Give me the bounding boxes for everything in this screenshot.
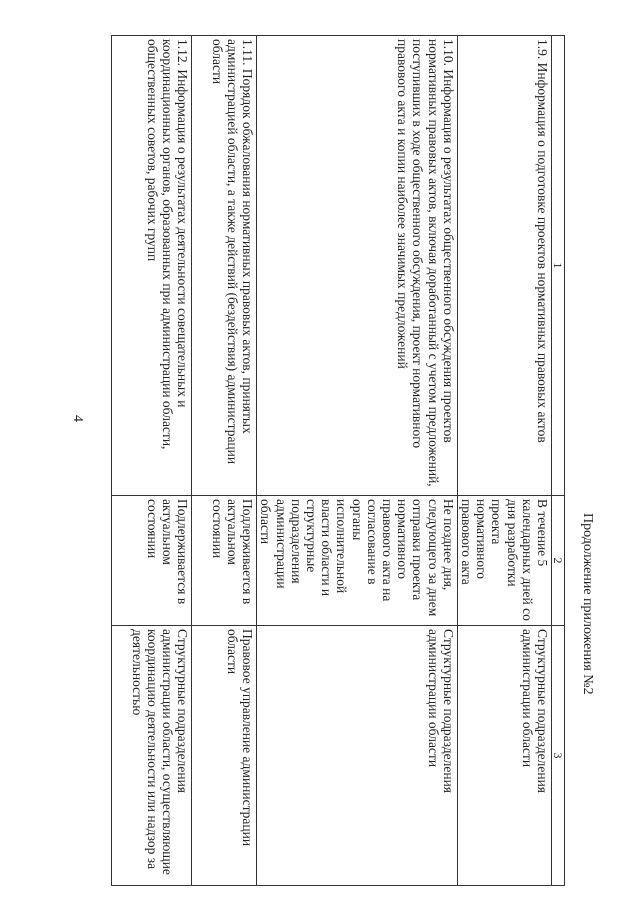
term-cell: Не позднее дня, следующего за днем отправки проекта нормативного правового акта на согласование в органы исполнительной власти области и структурные подразделения администрации области (257, 496, 458, 626)
responsible-cell: Правовое управление администрации области (192, 626, 257, 886)
table-row (192, 36, 257, 886)
rotated-document-page (65, 35, 595, 885)
responsible-cell: Структурные подразделения администрации области (457, 626, 551, 886)
term-cell: Подлерживается в актуальном состоянии (112, 496, 192, 626)
page-number: 4 (70, 415, 85, 422)
responsible-cell: Структурные подразделения администрации области (257, 626, 458, 886)
info-cell: 1.11. Порядок обжалования нормативных правовых актов, принятых администрацией области, а также действий (бездействия) администрации области (192, 36, 257, 496)
column-number: 1 (552, 36, 565, 496)
info-table (111, 35, 565, 886)
column-number: 3 (552, 626, 565, 886)
appendix-continuation-title: Продолжение приложения №2 (580, 513, 595, 695)
table-row (112, 36, 192, 886)
table-row (457, 36, 551, 886)
info-cell: 1.12. Информация о результатах деятельности совещательных и координационных органов, образованных при администрации области, общественных советов, рабочих групп (112, 36, 192, 496)
info-cell: 1.9. Информация о подготовке проектов нормативных правовых актов (457, 36, 551, 496)
table-row (257, 36, 458, 886)
column-number-row (552, 36, 565, 886)
term-cell: В течение 5 календарных дней со дня разработки проекта нормативного правового акта (457, 496, 551, 626)
responsible-cell: Структурные подразделения администрации области, осуществляющие координацию деятельности или надзор за деятельностью (112, 626, 192, 886)
term-cell: Подлерживается в актуальном состоянии (192, 496, 257, 626)
info-cell: 1.10. Информация о результатах общественного обсуждения проектов нормативных правовых актов, включая доработанный с учетом предложений, поступивших в ходе общественного обсуждения, проект нормативного правового акта и копии наиболее значимых предложений (257, 36, 458, 496)
column-number: 2 (552, 496, 565, 626)
